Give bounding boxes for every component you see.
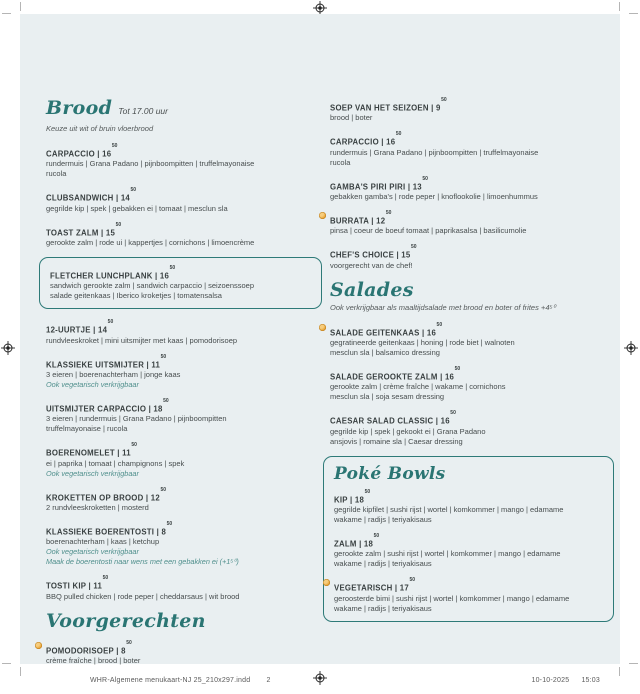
item-price: 11 — [93, 581, 103, 591]
vegetarian-icon — [319, 324, 326, 331]
menu-item — [46, 576, 316, 601]
price-separator: | — [428, 103, 436, 113]
item-name: CARPACCIO — [330, 137, 379, 147]
item-price-cents: 50 — [102, 575, 109, 582]
item-description: ansjovis | romaine sla | Caesar dressing — [330, 436, 463, 446]
menu-item — [330, 367, 608, 402]
price-separator: | — [154, 527, 162, 537]
vegetarian-icon — [319, 212, 326, 219]
item-description: rundermuis | Grana Padano | pijnboompitten | truffelmayonaise — [330, 147, 539, 157]
item-price-cents: 50 — [422, 175, 428, 182]
price-separator: | — [144, 359, 152, 369]
item-name-line — [330, 323, 608, 338]
item-price-cents: 50 — [111, 143, 118, 149]
menu-item — [46, 320, 316, 345]
item-description: truffelmayonaise | rucola — [46, 424, 128, 434]
item-price-cents: 50 — [107, 319, 114, 326]
item-name: SOEP VAN HET SEIZOEN — [330, 103, 429, 113]
item-name-line — [330, 98, 608, 113]
item-name: FLETCHER LUNCHPLANK — [50, 271, 153, 281]
item-price-cents: 50 — [130, 187, 137, 194]
item-price: 9 — [436, 103, 441, 113]
box-title: Poké Bowls — [334, 463, 446, 484]
item-price-cents: 50 — [364, 488, 371, 495]
item-name-line — [330, 211, 608, 226]
item-name: POMODORISOEP — [46, 645, 114, 655]
menu-item — [330, 245, 608, 270]
item-description: gegratineerde geitenkaas | honing | rode biet | walnoten — [330, 337, 515, 347]
price-separator: | — [433, 416, 441, 426]
item-name: CHEF'S CHOICE — [330, 250, 395, 260]
item-name-line — [334, 578, 603, 593]
item-price-cents: 50 — [160, 353, 167, 360]
menu-item — [330, 177, 608, 202]
item-description: 3 eieren | boerenachterham | jonge kaas — [46, 369, 181, 379]
item-price-cents: 50 — [126, 639, 132, 646]
item-name: BOERENOMELET — [46, 448, 115, 458]
item-name-line — [334, 490, 603, 505]
item-price: 16 — [386, 137, 396, 147]
item-price-cents: 50 — [410, 244, 417, 251]
item-description: gegrilde kipfilet | sushi rijst | wortel | komkommer | mango | edamame — [334, 504, 564, 514]
menu-item — [46, 443, 316, 478]
item-description: wakame | radijs | teriyakisaus — [334, 559, 432, 569]
item-price: 13 — [412, 181, 422, 191]
price-separator: | — [356, 539, 364, 549]
item-price-cents: 50 — [385, 209, 392, 216]
crop-mark-bottom-right-v — [619, 667, 620, 676]
menu-item — [46, 641, 316, 666]
price-separator: | — [347, 494, 355, 504]
price-separator: | — [394, 250, 402, 260]
item-vegetarian-note: Ook vegetarisch verkrijgbaar — [46, 547, 139, 557]
item-name-line — [46, 488, 316, 503]
vegetarian-icon — [323, 579, 330, 586]
price-separator: | — [98, 227, 106, 237]
menu-item — [46, 488, 316, 513]
item-description: gerookte zalm | crème fraîche | wakame | cornichons — [330, 382, 506, 392]
item-price: 8 — [161, 527, 167, 537]
menu-item — [334, 490, 603, 525]
item-price: 14 — [97, 325, 108, 335]
item-price-cents: 50 — [436, 321, 443, 328]
item-price: 18 — [153, 404, 163, 414]
item-price-cents: 50 — [395, 131, 402, 138]
price-separator: | — [146, 404, 154, 414]
item-name-line — [330, 367, 608, 382]
section-heading — [330, 280, 608, 301]
footer-time: 15:03 — [581, 677, 600, 684]
item-name-line — [46, 320, 316, 335]
item-price: 11 — [151, 359, 161, 369]
item-price: 16 — [440, 416, 450, 426]
section-title: Voorgerechten — [46, 609, 206, 632]
item-name: CLUBSANDWICH — [46, 193, 114, 203]
item-description: gerookte zalm | sushi rijst | wortel | komkommer | mango | edamame — [334, 549, 561, 559]
item-description: wakame | radijs | teriyakisaus — [334, 603, 432, 613]
item-description: 3 eieren | rundermuis | Grana Padano | pijnboompitten — [46, 414, 227, 424]
item-name: KIP — [334, 494, 348, 504]
footer-page-number: 2 — [266, 677, 271, 684]
section-title: Brood — [46, 97, 113, 119]
menu-item — [46, 355, 316, 390]
footer-filename: WHR-Algemene menukaart-NJ 25_210x297.indd — [90, 677, 251, 684]
item-description: rucola — [330, 157, 351, 167]
menu-item — [330, 211, 608, 236]
item-description: wakame | radijs | teriyakisaus — [334, 514, 432, 524]
section-subtitle: Keuze uit wit of bruin vloerbrood — [46, 124, 154, 133]
section-title: Salades — [330, 278, 414, 301]
item-price: 16 — [159, 271, 170, 281]
vegetarian-icon — [35, 642, 42, 649]
item-name: BURRATA — [330, 216, 369, 226]
item-vegetarian-note: Ook vegetarisch verkrijgbaar — [46, 379, 139, 389]
menu-item — [46, 188, 316, 213]
item-price: 8 — [121, 645, 126, 655]
section-heading — [46, 611, 316, 632]
item-name-line — [46, 188, 316, 203]
item-description: boerenachterham | kaas | ketchup — [46, 537, 160, 547]
item-description: rundvleeskroket | mini uitsmijter met kaas | pomodorisoep — [46, 335, 238, 345]
crop-mark-top-left-v — [20, 2, 21, 11]
item-name: SALADE GEROOKTE ZALM — [330, 372, 438, 382]
item-price: 16 — [102, 149, 112, 159]
menu-highlight-box — [323, 456, 614, 622]
crop-mark-bottom-right-h — [629, 663, 638, 664]
item-description: pinsa | coeur de boeuf tomaat | paprikasalsa | basilicumolie — [330, 226, 527, 236]
item-name: SALADE GEITENKAAS — [330, 327, 420, 337]
item-name-line — [46, 144, 316, 159]
item-price: 18 — [363, 539, 374, 549]
item-description: brood | boter — [330, 113, 373, 123]
item-name-line — [46, 576, 316, 591]
price-separator: | — [392, 583, 400, 593]
item-price: 15 — [401, 250, 411, 260]
item-price: 11 — [122, 448, 131, 458]
item-name: CARPACCIO — [46, 149, 95, 159]
item-name-line — [50, 266, 311, 281]
price-separator: | — [378, 137, 387, 147]
crop-mark-top-right-v — [619, 2, 620, 11]
item-price-cents: 50 — [454, 365, 461, 372]
item-vegetarian-note: Maak de boerentosti naar wens met een gebakken ei (+1⁵⁰) — [46, 557, 239, 567]
price-separator: | — [143, 492, 151, 502]
registration-mark-left-icon — [1, 341, 15, 355]
menu-item — [50, 266, 311, 301]
section-subtitle: Ook verkrijgbaar als maaltijdsalade met brood en boter of frites +4⁵⁰ — [330, 302, 556, 312]
item-name-line — [46, 399, 316, 414]
item-price-cents: 50 — [441, 97, 447, 103]
item-price-cents: 50 — [450, 410, 456, 417]
item-description: geroosterde bimi | sushi rijst | wortel | komkommer | mango | edamame — [334, 593, 570, 603]
item-name: KLASSIEKE UITSMIJTER — [46, 359, 145, 369]
item-description: gerookte zalm | rode ui | kappertjes | cornichons | limoencrème — [46, 237, 255, 247]
menu-item — [330, 98, 608, 123]
item-name-line — [330, 245, 608, 260]
item-price: 15 — [105, 227, 116, 237]
item-name-line — [330, 132, 608, 147]
item-description: gebakken gamba's | rode peper | knoflookolie | limoenhummus — [330, 191, 538, 201]
item-name: CAESAR SALAD CLASSIC — [330, 416, 434, 426]
item-description: crème fraîche | brood | boter — [46, 655, 141, 665]
item-price: 14 — [120, 193, 130, 203]
item-description: voorgerecht van de chef! — [330, 260, 413, 270]
item-description: gegrilde kip | spek | gekookt ei | Grana Padano — [330, 426, 486, 436]
menu-item — [46, 144, 316, 179]
item-price: 12 — [376, 216, 386, 226]
crop-mark-bottom-left-v — [20, 667, 21, 676]
item-description: sandwich gerookte zalm | sandwich carpaccio | seizoenssoep — [50, 281, 255, 291]
menu-item — [330, 132, 608, 167]
price-separator: | — [113, 645, 122, 655]
footer-datetime — [532, 677, 601, 684]
price-separator: | — [405, 181, 413, 191]
item-description: BBQ pulled chicken | rode peper | cheddarsaus | wit brood — [46, 591, 240, 601]
price-separator: | — [90, 325, 98, 335]
item-name: KROKETTEN OP BROOD — [46, 492, 144, 502]
section-heading — [46, 98, 316, 122]
menu-item — [330, 323, 608, 358]
menu-item — [46, 399, 316, 434]
item-price-cents: 50 — [409, 577, 416, 584]
item-name-line — [46, 223, 316, 238]
crop-mark-top-left-h — [2, 13, 11, 14]
item-description: rucola — [46, 169, 67, 179]
item-name: KLASSIEKE BOERENTOSTI — [46, 527, 155, 537]
item-price: 17 — [399, 583, 409, 593]
item-price: 16 — [426, 327, 437, 337]
item-name: VEGETARISCH — [334, 583, 393, 593]
item-description: mesclun sla | soja sesam dressing — [330, 392, 445, 402]
price-separator: | — [86, 581, 94, 591]
price-separator: | — [437, 372, 445, 382]
item-name-line — [330, 411, 608, 426]
menu-item — [46, 223, 316, 248]
menu-column-left — [46, 94, 316, 675]
item-name-line — [46, 641, 316, 656]
item-price-cents: 50 — [115, 221, 122, 228]
menu-page — [20, 14, 620, 664]
menu-highlight-box — [39, 257, 322, 309]
price-separator: | — [113, 193, 121, 203]
menu-item — [334, 534, 603, 569]
menu-item — [330, 411, 608, 446]
crop-mark-top-right-h — [629, 13, 638, 14]
item-name: 12-UURTJE — [46, 325, 91, 335]
registration-mark-right-icon — [624, 341, 638, 355]
menu-column-right — [330, 98, 608, 633]
footer-filename-line — [90, 677, 271, 684]
item-price-cents: 50 — [160, 486, 167, 493]
item-price: 12 — [150, 492, 160, 502]
item-description: mesclun sla | balsamico dressing — [330, 347, 440, 357]
item-description: ei | paprika | tomaat | champignons | spek — [46, 458, 185, 468]
item-price-cents: 50 — [131, 442, 137, 449]
item-price-cents: 50 — [169, 264, 176, 271]
item-vegetarian-note: Ook vegetarisch verkrijgbaar — [46, 468, 139, 478]
item-price-cents: 50 — [163, 397, 169, 404]
footer-date: 10-10-2025 — [531, 677, 570, 684]
price-separator: | — [114, 448, 123, 458]
item-name: TOSTI KIP — [46, 581, 87, 591]
crop-mark-bottom-left-h — [2, 663, 11, 664]
item-name-line — [46, 355, 316, 370]
item-name-line — [46, 443, 316, 458]
item-name: UITSMIJTER CARPACCIO — [46, 404, 147, 414]
section-title-suffix: Tot 17.00 uur — [118, 106, 168, 116]
item-name: ZALM — [334, 539, 357, 549]
item-name: TOAST ZALM — [46, 227, 99, 237]
price-separator: | — [419, 327, 427, 337]
item-price: 18 — [354, 494, 365, 504]
menu-item — [334, 578, 603, 613]
item-name-line — [46, 522, 316, 537]
price-separator: | — [94, 149, 103, 159]
item-name-line — [330, 177, 608, 192]
item-name-line — [334, 534, 603, 549]
item-description: salade geitenkaas | Iberico kroketjes | tomatensalsa — [50, 291, 222, 301]
item-price-cents: 50 — [373, 532, 380, 539]
price-separator: | — [368, 216, 377, 226]
item-name: GAMBA'S PIRI PIRI — [330, 181, 406, 191]
item-description: rundermuis | Grana Padano | pijnboompitten | truffelmayonaise — [46, 159, 255, 169]
item-price: 16 — [444, 372, 455, 382]
item-description: 2 rundvleeskroketten | mosterd — [46, 502, 149, 512]
item-price-cents: 50 — [166, 520, 173, 527]
registration-mark-top-icon — [313, 1, 327, 15]
menu-item — [46, 522, 316, 567]
item-description: gegrilde kip | spek | gebakken ei | tomaat | mesclun sla — [46, 203, 228, 213]
price-separator: | — [152, 271, 160, 281]
